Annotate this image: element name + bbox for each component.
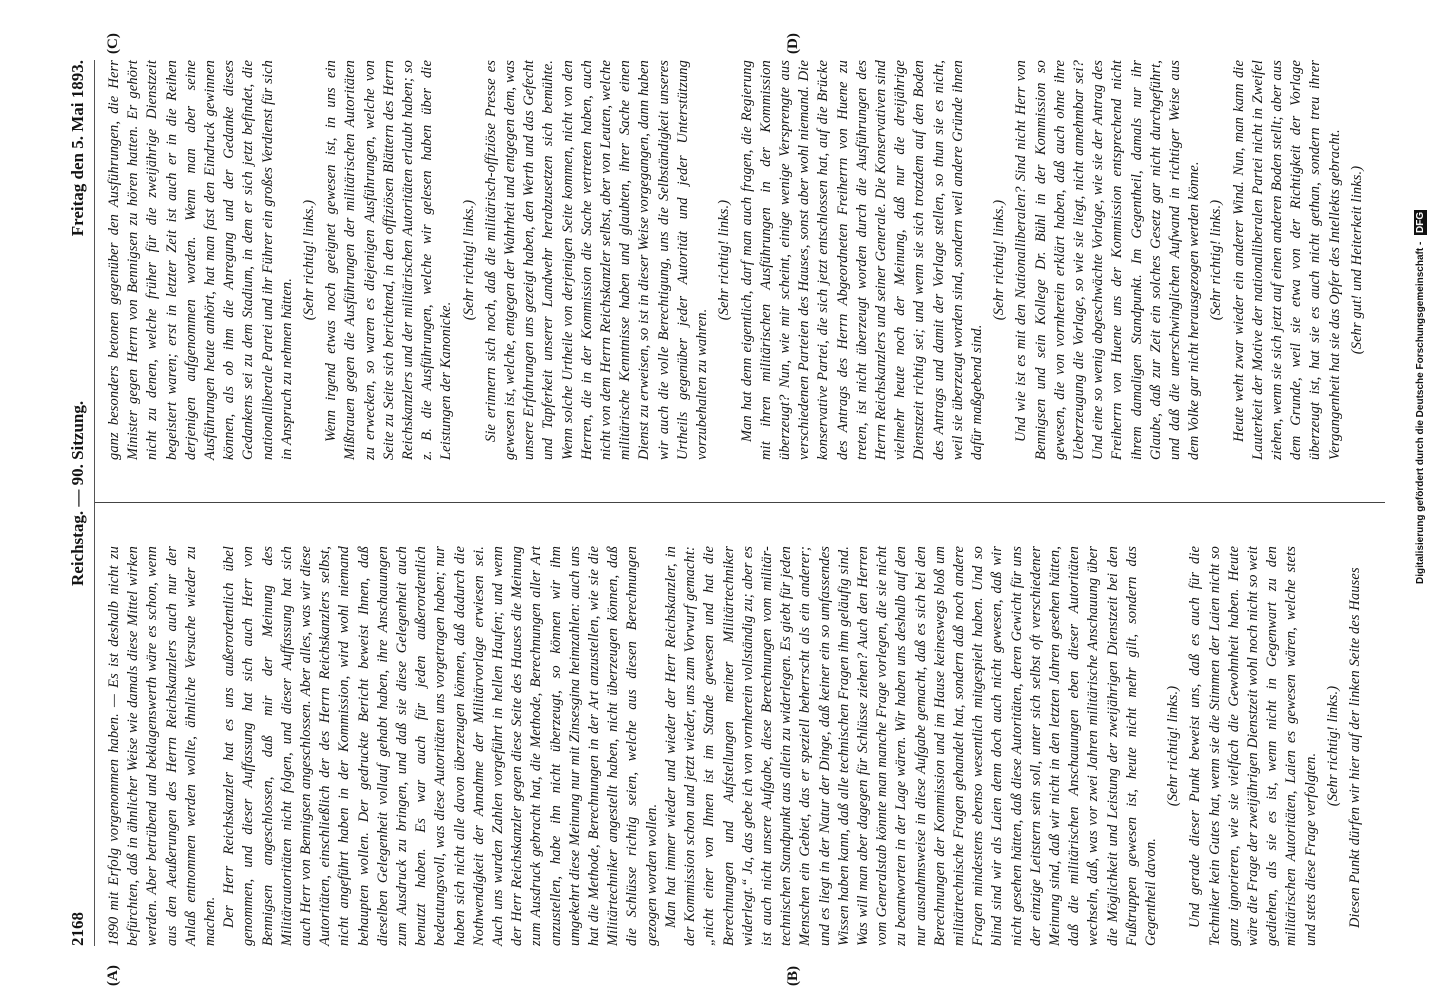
left-column: [105, 546, 1365, 946]
paragraph: Und wie ist es mit den Nationalliberalen? Sind nicht Herr von Bennigsen und sein Kollege Dr. Bühl in der Kommission so gewesen, die von vornherein erklärt haben, daß auch ohne ihre Ueberzeugung die Vorlage, so wie sie liegt, nicht annehmbar sei? Und eine so wenig abgeschwächte Vorlage, wie sie der Antrag des Freiherrn von Huene uns der Kommission entsprechend nicht ihrem damaligen Standpunkt. Im Gegentheil, damals nur ihr Glaube, daß zur Zeit ein solches Gesetz gar nicht durchgeführt, und daß die unerschwinglichen Aufwand in richtiger Weise aus dem Volke gar nicht herausgezogen werden könne.: [1013, 60, 1203, 460]
interjection: (Sehr richtig! links.): [301, 199, 318, 321]
interjection: (Sehr richtig! links.): [716, 199, 733, 321]
interjection: (Sehr richtig! links.): [460, 199, 477, 321]
paragraph: Der Herr Reichskanzler hat es uns außerordentlich übel genommen, und dieser Auffassung hat sich auch Herr von Bennigsen angeschlossen, daß mir der Meinung des Militärautoritäten nicht folgen, und dieser Auffassung hat sich auch Herr von Bennigsen angeschlossen. Aber alles, was wir diese Autoritäten, einschließlich der des Herrn Reichskanzlers selbst, nicht angeführt haben in der Kommission, wird wohl niemand behaupten wollen. Der gedruckte Bericht beweist Ihnen, daß dieselben Gelegenheit vollauf gehabt haben, ihre Anschauungen zum Ausdruck zu bringen, und daß sie diese Gelegenheit auch benutzt haben. Es war auch für jeden außerordentlich bedeutungsvoll, was diese Autoritäten uns vorgetragen haben; nur haben sich nicht alle davon überzeugen können, daß dadurch die Nothwendigkeit der Annahme der Militärvorlage erwiesen sei. Auch uns wurden Zahlen vorgeführt in hellen Haufen; und wenn der Herr Reichskanzler gegen diese Seite des Hauses die Meinung zum Ausdruck gebracht hat, die Methode, Berechnungen aller Art anzustellen, habe ihn nicht überzeugt, so können wir ihm umgekehrt diese Meinung nur mit Zinsesgina heimzahlen: auch uns hat die Methode, Berechnungen in der Art anzustellen, wie sie die Militärtechniker angestellt haben, nicht überzeugen können, daß die Schlüsse richtig seien, welche aus diesen Berechnungen gezogen worden wollen.: [221, 546, 660, 946]
text-columns: [95, 33, 1395, 986]
paragraph: Wenn irgend etwas noch geeignet gewesen ist, in uns ein Mißtrauen gegen die Ausführungen der militärischen Autoritäten zu erwecken, so waren es diejenigen Ausführungen, welche von Seite zu Seite sich berichtend, in den offiziösen Blättern des Herrn Reichskanzlers und der militärischen Autoritäten erlaubt haben; so z. B. die Ausführungen, welche wir gelesen haben über die Leistungen der Kanonicke.: [323, 60, 455, 460]
paragraph: Man hat denn eigentlich, darf man auch fragen, die Regierung mit ihren militärischen Ausführungen in der Kommission überzeugt? Nun, wie mir scheint, einige wenige Versprengte aus verschiedenen Parteien des Hauses, sonst aber wohl niemand. Die konservative Partei, die sich jetzt entschlossen hat, auf die Brücke des Antrags des Herrn Abgeordneten Freiherrn von Huene zu treten, ist nicht überzeugt worden durch die Ausführungen des Herrn Reichskanzlers und seiner Generale. Die Konservativen sind vielmehr heute noch der Meinung, daß nur die dreijährige Dienstzeit richtig sei; und wenn sie sich trotzdem auf den Boden des Antrags und damit der Vorlage stellen, so thun sie es nicht, weil sie überzeugt worden sind, sondern weil andere Gründe ihnen dafür maßgebend sind.: [738, 60, 985, 460]
column-divider: [95, 502, 1385, 503]
margin-mark-a: (A): [105, 965, 121, 986]
interjection: (Sehr richtig! links.): [1165, 685, 1182, 807]
session-date: Freitag den 5. Mai 1893.: [68, 60, 87, 237]
running-head: [54, 60, 95, 946]
paragraph: Heute weht zwar wieder ein anderer Wind. Nun, man kann die Lauterkeit der Motive der nationalliberalen Partei nicht in Zweifel ziehen, wenn sie sich jetzt auf einen anderen Boden stellt; aber aus dem Grunde, weil sie etwa von der Richtigkeit der Vorlage überzeugt ist, hat sie es auch nicht gethan, sondern treu ihrer Vergangenheit hat sie das Opfer des Intellekts gebracht.: [1230, 60, 1343, 460]
paragraph: Man hat immer wieder und wieder der Herr Reichskanzler, in der Kommission schon und jetzt wieder, uns zum Vorwurf gemacht: „nicht einer von Ihnen ist im Stande gewesen und hat die Berechnungen und Aufstellungen meiner Militärtechniker widerlegt.“ Ja, das gebe ich von vornherein vollständig zu; aber es ist auch nicht unsere Aufgabe, diese Berechnungen vom militär-technischen Standpunkt aus allein zu widerlegen. Es giebt für jeden Menschen ein Gebiet, das er speziell beherrscht als ein anderer; und es liegt in der Natur der Dinge, daß keiner ein so umfassendes Wissen haben kann, daß alle technischen Fragen ihm geläufig sind. Was will man aber dagegen für Schlüsse ziehen? Auch den Herren vom Generalstab könnte man manche Frage vorlegen, die sie nicht zu beantworten in der Lage wären. Wir haben uns deshalb auf den nur ausnahmsweise in diese Aufgabe gemacht, daß es sich bei den Berechnungen der Kommission und im Hause keineswegs bloß um militärtechnische Fragen gehandelt hat, sondern daß noch andere Fragen mindestens ebenso wesentlich mitgespielt haben. Und so blind sind wir als Laien denn doch auch nicht gewesen, daß wir nicht gesehen hätten, daß diese Autoritäten, deren Gewicht für uns der einzige Leitstern sein soll, unter sich selbst oft verschiedener Meinung sind, daß wir nicht in den letzten Jahren gesehen hätten, daß die militärischen Anschauungen eben dieser Autoritäten wechseln, daß, was vor zwei Jahren militärische Anschauung über die Möglichkeit und Leistung der zweijährigen Dienstzeit bei den Fußtruppen gewesen ist, heute nicht mehr gilt, sondern das Gegentheil davon.: [662, 546, 1159, 946]
digitization-text: Digitalisierung gefördert durch die Deutsche Forschungsgemeinschaft -: [1415, 241, 1426, 584]
margin-mark-b: (B): [785, 966, 801, 986]
margin-mark-c: (C): [105, 33, 121, 54]
interjection: (Sehr richtig! links.): [991, 199, 1008, 321]
paragraph: Diesen Punkt dürfen wir hier auf der linken Seite des Hauses: [1347, 567, 1363, 928]
paragraph: 1890 mit Erfolg vorgenommen haben. — Es ist deshalb nicht zu befürchten, daß in ähnlicher Weise wie damals diese Mittel wirken werden. Aber betrübend und beklagenswerth wäre es schon, wenn aus den Aeußerungen des Herrn Reichskanzlers auch nur der Anlaß entnommen werden wollte, ähnliche Versuche wieder zu machen.: [106, 546, 219, 946]
interjection: (Sehr gut! und Heiterkeit links.): [1348, 165, 1365, 355]
dfg-logo: DFG: [1415, 211, 1426, 233]
paragraph: Sie erinnern sich noch, daß die militärisch-offiziöse Presse es gewesen ist, welche, entgegen der Wahrheit und entgegen dem, was unsere Erfahrungen uns gezeigt haben, den Werth und das Gefecht und Tapferkeit unserer Landwehr herabzusetzen sich bemühte. Wenn solche Urtheile von derjenigen Seite kommen, nicht von den Herren, die in der Kommission die Sache vertreten haben, auch nicht von dem Herrn Reichskanzler selbst, aber von Leuten, welche militärische Kenntnisse haben und glaubten, ihrer Sache einen Dienst zu erweisen, so ist in dieser Weise vorgegangen, dann haben wir auch die volle Berechtigung, uns die Selbständigkeit unseres Urtheils gegenüber jeder Autorität und jeder Unterstützung vorzubehalten zu wahren.: [482, 60, 711, 460]
paragraph: ganz besonders betonen gegenüber den Ausführungen, die Herr Minister gegen Herrn von Bennigsen zu hören hatten. Er gehört nicht zu denen, welche früher für die zweijährige Dienstzeit begeistert waren; erst in letzter Zeit ist auch er in die Reihen derjenigen aufgenommen worden. Wenn man aber seine Ausführungen heute anhört, hat man fast den Eindruck gewinnen können, als ob ihm die Anregung und der Gedanke dieses Gedankens sei zu dem Stadium, in dem er sich jetzt befindet, die nationalliberale Partei und ihr Führer ein großes Verdienst für sich in Anspruch zu nehmen hätten.: [106, 60, 295, 460]
digitization-notice: [1414, 24, 1428, 584]
margin-mark-d: (D): [785, 33, 801, 54]
page-number: 2168: [68, 912, 87, 946]
session-title: Reichstag. — 90. Sitzung.: [68, 400, 87, 586]
right-column: [105, 60, 1370, 460]
interjection: (Sehr richtig! links.): [1208, 199, 1225, 321]
interjection: (Sehr richtig! links.): [1324, 685, 1341, 807]
paragraph: Und gerade dieser Punkt beweist uns, daß es auch für die Techniker kein Gutes hat, wenn sie die Stimmen der Laien nicht so ganz ignorieren, wie sie vielfach die Gewohnheit haben. Heute wäre die Frage der zweijährigen Dienstzeit wohl noch nicht so weit gediehen, als sie es ist, wenn nicht in Gegenwart zu den militärischen Autoritäten, Laien es gewesen wären, welche stets und stets diese Frage verfolgten.: [1187, 546, 1319, 946]
